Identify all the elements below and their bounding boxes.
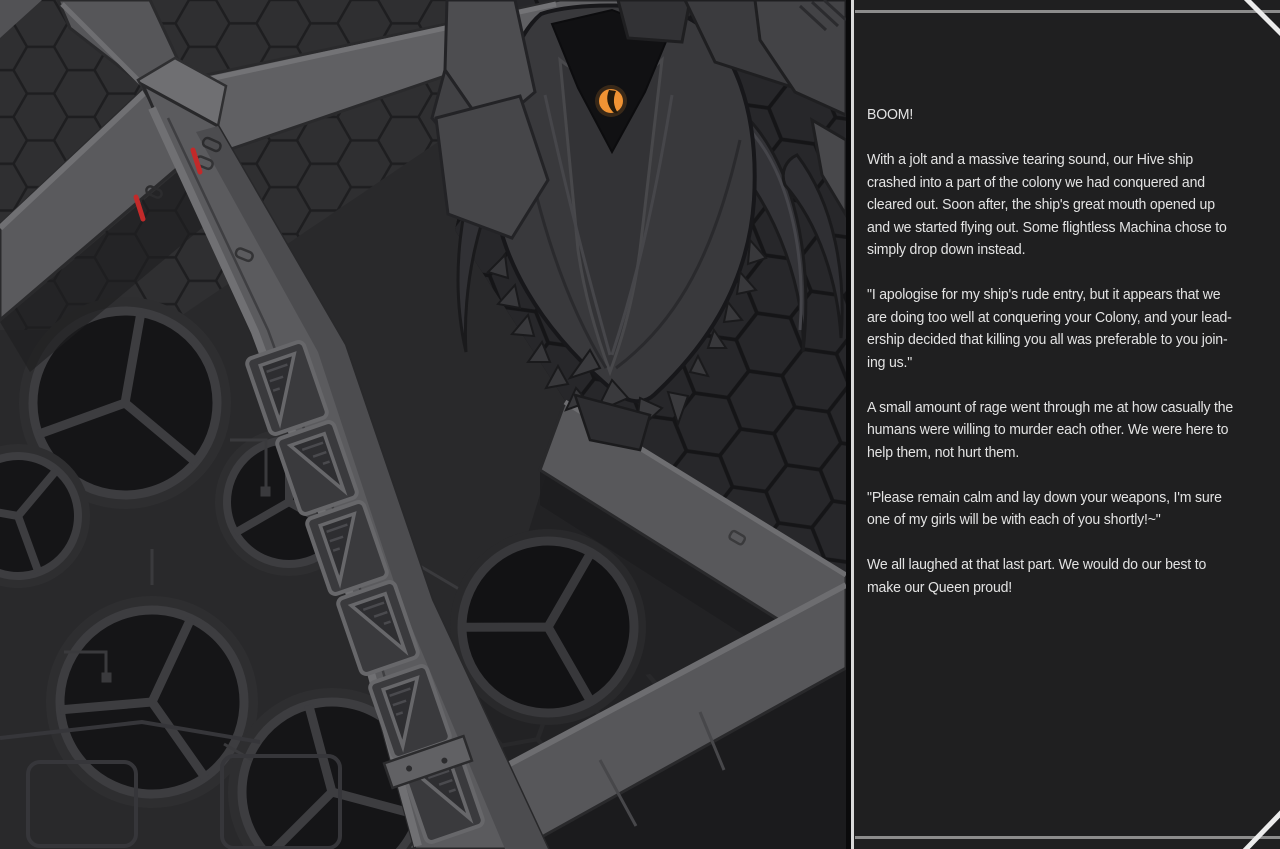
panel-top-rule: [855, 10, 1280, 13]
story-line: crashed into a part of the colony we had conquered and: [867, 173, 1205, 191]
narration-panel: [854, 0, 1280, 849]
story-paragraph: [867, 149, 1273, 262]
story-line: simply drop down instead.: [867, 241, 1026, 258]
corner-slash-bottom: [1234, 795, 1280, 849]
story-line: cleared out. Soon after, the ship's great mouth opened up: [867, 196, 1215, 213]
story-line: With a jolt and a massive tearing sound, our Hive ship: [867, 151, 1194, 168]
story-line: A small amount of rage went through me at how casually the: [867, 398, 1234, 416]
story-paragraph: [867, 554, 1273, 599]
story-line: are doing too well at conquering your Colony, and your lead-: [867, 308, 1232, 326]
panel-bottom-rule: [855, 836, 1280, 839]
story-line: We all laughed at that last part. We would do our best to: [867, 556, 1207, 573]
story-line: one of my girls will be with each of you shortly!~": [867, 511, 1161, 528]
story-line: ership decided that killing you all was preferable to you join-: [867, 331, 1228, 348]
story-line: humans were willing to murder each other. We were here to: [867, 421, 1229, 438]
story-paragraph: [867, 487, 1273, 532]
story-line: make our Queen proud!: [867, 578, 1012, 596]
story-line: ing us.": [867, 353, 913, 371]
story-line: "I apologise for my ship's rude entry, but it appears that we: [867, 286, 1221, 303]
ship-eye: [595, 85, 627, 117]
story-text: [867, 104, 1273, 622]
story-line: help them, not hurt them.: [867, 443, 1020, 461]
story-line: "Please remain calm and lay down your weapons, I'm sure: [867, 488, 1222, 506]
story-paragraph: [867, 104, 1273, 127]
story-paragraph: [867, 397, 1273, 465]
story-paragraph: [867, 284, 1273, 374]
story-line: BOOM!: [867, 106, 914, 123]
corner-slash-top: [1231, 0, 1280, 49]
story-line: and we started flying out. Some flightless Machina chose to: [867, 218, 1227, 236]
